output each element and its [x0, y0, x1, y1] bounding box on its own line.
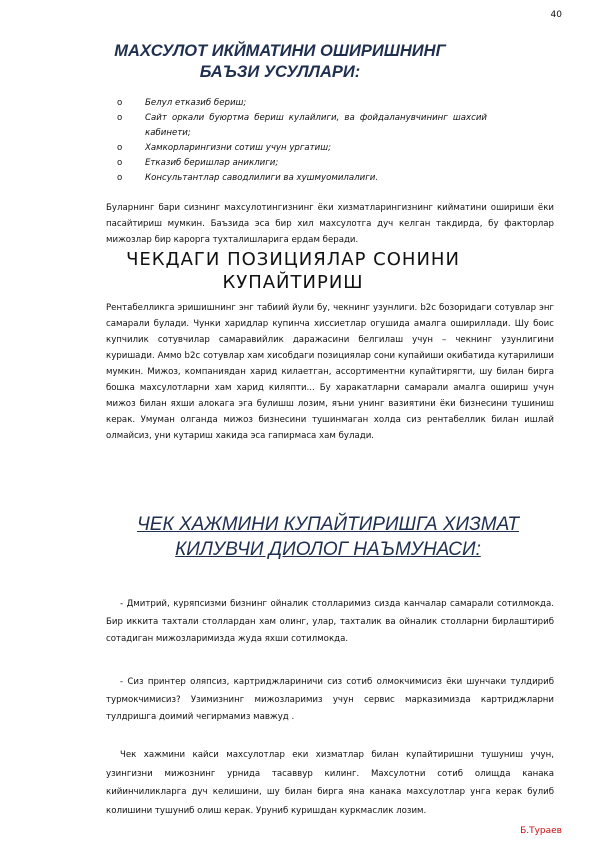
benefits-list [117, 96, 487, 186]
dialog-line: - Сиз принтер оляпсиз, картриджлариничи сиз сотиб олмокчимисиз ёки шунчаки тулдириб турмокчимисиз? Узимизнинг мижозларимиз учун сервис марказимизда картриджларни тулдришга доимий чегирмамиз мавжуд . [106, 677, 554, 722]
page-number: 40 [550, 10, 562, 20]
section-title: МАХСУЛОТ ИКЙМАТИНИ ОШИРИШНИНГ БАЪЗИ УСУЛЛАРИ: [114, 42, 446, 81]
author-signature: Б.Тураев [520, 826, 562, 836]
list-item-text: Консультантлар саводлилиги ва хушмуомилалиги. [145, 173, 379, 183]
dialog-line: - Дмитрий, куряпсизми бизнинг ойналик столларимиз сизда канчалар самарали сотилмокда. Бир иккита тахтали столлардан хам олинг, улар, тахталик ва ойналик столларни бирлаштириб сотадиган мижозларимизда жуда яхши сотилмокда. [106, 599, 554, 644]
bullet-marker: o [117, 113, 123, 123]
list-item-text: Сайт оркали буюртма бериш кулайлиги, ва фойдаланувчининг шахсий кабинети; [145, 113, 487, 138]
list-item [117, 156, 487, 171]
list-item [117, 141, 487, 156]
bullet-marker: o [117, 98, 123, 108]
dialog-heading: ЧЕК ХАЖМИНИ КУПАЙТИРИШГА ХИЗМАТ КИЛУВЧИ ДИОЛОГ НАЪМУНАСИ: [137, 514, 519, 560]
list-item-text: Белул етказиб бериш; [145, 98, 247, 108]
bullet-marker: o [117, 143, 123, 153]
body-paragraph: Рентабелликга эришишнинг энг табиий йули бу, чекнинг узунлиги. b2c бозоридаги сотувлар энг самарали булади. Чунки харидлар купинча хиссиетлар огушида амалга ошириллади. Шу боис купчилик сотувчилар самаравийлик даражасини белгилаш учун – чекнинг узунлигини куришади. Аммо b2c сотувлар хам хисобдаги позициялар сони купайиши окибатида кутарилиши мумкин. Мижоз, компаниядан харид килаетган, ассортиментни купайтирягти, шу билан бирга бошка махсулотларни хам харид киляпти... Бу харакатларни самарали амалга ошириш учун мижоз билан яхши алокага эга булишш лозим, яъни унинг вазиятини ёки бизнесини тушиниш керак. Умуман олганда мижоз бизнесини тушинмаган холда сиз рентабеллик билан ишлай олмайсиз, уни кутариш хакида эса гапирмаса хам булади. [106, 303, 554, 441]
list-item-text: Етказиб беришлар аниклиги; [145, 158, 279, 168]
list-item-text: Хамкорларингизни сотиш учун ургатиш; [145, 143, 332, 153]
list-item [117, 111, 487, 141]
list-item [117, 171, 487, 186]
intro-paragraph: Буларнинг бари сизнинг махсулотингизнинг ёки хизматларингизнинг кийматини ошириши ёки пасайтириш мумкин. Баъзида эса бир хил махсулотга дуч келган такдирда, бу факторлар мижозлар бир карорга тухталишларига ердам беради. [106, 203, 554, 245]
bullet-marker: o [117, 158, 123, 168]
section-heading: ЧЕКДАГИ ПОЗИЦИЯЛАР СОНИНИ КУПАЙТИРИШ [126, 249, 460, 293]
bullet-marker: o [117, 173, 123, 183]
closing-paragraph: Чек хажмини кайси махсулотлар еки хизматлар билан купайтиришни тушуниш учун, узингизни мижознинг урнида тасаввур килинг. Махсулотни сотиб олищда канака кийинчиликларга дуч келишини, шу билан бирга яна канака махсулотлар унга керак булиб колишини тушуниб олиш керак. Уруниб куришдан куркмаслик лозим. [106, 750, 554, 816]
list-item [117, 96, 487, 111]
